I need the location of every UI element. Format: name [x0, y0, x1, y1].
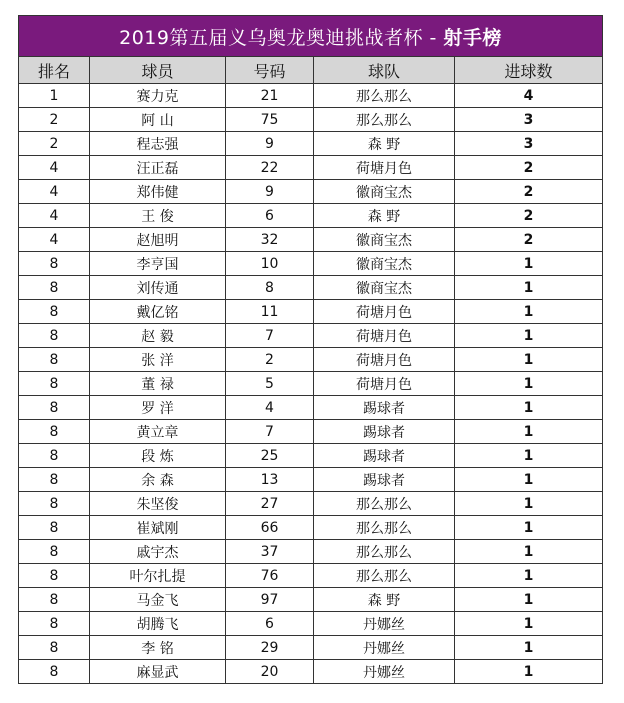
table-row	[19, 276, 603, 300]
team-cell: 荷塘月色	[314, 324, 455, 348]
table-row	[19, 252, 603, 276]
number-cell: 20	[226, 660, 314, 684]
rank-cell: 8	[19, 300, 90, 324]
goals-cell: 1	[455, 276, 603, 300]
player-cell: 董 禄	[90, 372, 226, 396]
number-cell: 9	[226, 180, 314, 204]
number-cell: 7	[226, 420, 314, 444]
table-row	[19, 540, 603, 564]
table-row	[19, 372, 603, 396]
rank-cell: 2	[19, 132, 90, 156]
number-cell: 27	[226, 492, 314, 516]
player-cell: 叶尔扎提	[90, 564, 226, 588]
table-row	[19, 444, 603, 468]
player-cell: 阿 山	[90, 108, 226, 132]
rank-cell: 8	[19, 660, 90, 684]
player-cell: 郑伟健	[90, 180, 226, 204]
team-cell: 荷塘月色	[314, 156, 455, 180]
player-cell: 戚宇杰	[90, 540, 226, 564]
number-cell: 6	[226, 204, 314, 228]
table-body	[19, 84, 603, 684]
team-cell: 丹娜丝	[314, 612, 455, 636]
player-cell: 朱坚俊	[90, 492, 226, 516]
player-cell: 余 森	[90, 468, 226, 492]
player-cell: 赛力克	[90, 84, 226, 108]
goals-cell: 1	[455, 324, 603, 348]
team-cell: 那么那么	[314, 564, 455, 588]
player-cell: 张 洋	[90, 348, 226, 372]
number-cell: 9	[226, 132, 314, 156]
number-cell: 5	[226, 372, 314, 396]
table-row	[19, 228, 603, 252]
scorers-table-container	[18, 15, 602, 684]
team-cell: 荷塘月色	[314, 348, 455, 372]
team-cell: 荷塘月色	[314, 300, 455, 324]
table-row	[19, 468, 603, 492]
number-cell: 66	[226, 516, 314, 540]
goals-cell: 1	[455, 492, 603, 516]
table-row	[19, 300, 603, 324]
rank-cell: 1	[19, 84, 90, 108]
table-row	[19, 660, 603, 684]
rank-cell: 8	[19, 420, 90, 444]
header-rank: 排名	[19, 57, 90, 84]
team-cell: 森 野	[314, 588, 455, 612]
player-cell: 崔斌刚	[90, 516, 226, 540]
rank-cell: 8	[19, 468, 90, 492]
goals-cell: 1	[455, 348, 603, 372]
team-cell: 踢球者	[314, 444, 455, 468]
player-cell: 李 铭	[90, 636, 226, 660]
rank-cell: 4	[19, 228, 90, 252]
goals-cell: 1	[455, 516, 603, 540]
rank-cell: 8	[19, 540, 90, 564]
table-row	[19, 516, 603, 540]
table-row	[19, 156, 603, 180]
number-cell: 11	[226, 300, 314, 324]
header-row	[19, 57, 603, 84]
goals-cell: 2	[455, 180, 603, 204]
player-cell: 段 炼	[90, 444, 226, 468]
team-cell: 那么那么	[314, 492, 455, 516]
header-number: 号码	[226, 57, 314, 84]
table-title	[19, 16, 603, 57]
team-cell: 那么那么	[314, 540, 455, 564]
header-goals: 进球数	[455, 57, 603, 84]
rank-cell: 8	[19, 636, 90, 660]
player-cell: 胡腾飞	[90, 612, 226, 636]
rank-cell: 8	[19, 588, 90, 612]
goals-cell: 1	[455, 420, 603, 444]
player-cell: 罗 洋	[90, 396, 226, 420]
header-team: 球队	[314, 57, 455, 84]
goals-cell: 1	[455, 636, 603, 660]
goals-cell: 1	[455, 444, 603, 468]
table-row	[19, 588, 603, 612]
table-row	[19, 612, 603, 636]
table-row	[19, 492, 603, 516]
table-row	[19, 132, 603, 156]
team-cell: 那么那么	[314, 84, 455, 108]
goals-cell: 2	[455, 156, 603, 180]
team-cell: 踢球者	[314, 420, 455, 444]
team-cell: 徽商宝杰	[314, 180, 455, 204]
title-emphasis: 射手榜	[443, 26, 502, 49]
goals-cell: 1	[455, 588, 603, 612]
goals-cell: 1	[455, 564, 603, 588]
rank-cell: 4	[19, 204, 90, 228]
table-row	[19, 420, 603, 444]
number-cell: 76	[226, 564, 314, 588]
player-cell: 汪正磊	[90, 156, 226, 180]
goals-cell: 4	[455, 84, 603, 108]
player-cell: 赵 毅	[90, 324, 226, 348]
rank-cell: 8	[19, 516, 90, 540]
rank-cell: 4	[19, 180, 90, 204]
number-cell: 29	[226, 636, 314, 660]
goals-cell: 1	[455, 372, 603, 396]
player-cell: 戴亿铭	[90, 300, 226, 324]
team-cell: 荷塘月色	[314, 372, 455, 396]
goals-cell: 1	[455, 252, 603, 276]
team-cell: 森 野	[314, 204, 455, 228]
number-cell: 4	[226, 396, 314, 420]
team-cell: 徽商宝杰	[314, 228, 455, 252]
rank-cell: 8	[19, 444, 90, 468]
number-cell: 75	[226, 108, 314, 132]
player-cell: 王 俊	[90, 204, 226, 228]
rank-cell: 8	[19, 492, 90, 516]
table-row	[19, 204, 603, 228]
rank-cell: 8	[19, 276, 90, 300]
rank-cell: 2	[19, 108, 90, 132]
table-row	[19, 84, 603, 108]
table-row	[19, 564, 603, 588]
number-cell: 7	[226, 324, 314, 348]
team-cell: 徽商宝杰	[314, 276, 455, 300]
number-cell: 37	[226, 540, 314, 564]
rank-cell: 8	[19, 324, 90, 348]
table-row	[19, 108, 603, 132]
table-row	[19, 636, 603, 660]
goals-cell: 3	[455, 108, 603, 132]
team-cell: 丹娜丝	[314, 636, 455, 660]
table-row	[19, 324, 603, 348]
top-scorers-table	[18, 15, 603, 684]
goals-cell: 3	[455, 132, 603, 156]
player-cell: 刘传通	[90, 276, 226, 300]
player-cell: 马金飞	[90, 588, 226, 612]
rank-cell: 8	[19, 396, 90, 420]
team-cell: 踢球者	[314, 468, 455, 492]
rank-cell: 8	[19, 348, 90, 372]
number-cell: 6	[226, 612, 314, 636]
player-cell: 李亨国	[90, 252, 226, 276]
number-cell: 13	[226, 468, 314, 492]
goals-cell: 1	[455, 660, 603, 684]
player-cell: 黄立章	[90, 420, 226, 444]
player-cell: 麻显武	[90, 660, 226, 684]
number-cell: 32	[226, 228, 314, 252]
number-cell: 10	[226, 252, 314, 276]
goals-cell: 1	[455, 396, 603, 420]
team-cell: 那么那么	[314, 108, 455, 132]
goals-cell: 2	[455, 228, 603, 252]
number-cell: 25	[226, 444, 314, 468]
rank-cell: 4	[19, 156, 90, 180]
team-cell: 丹娜丝	[314, 660, 455, 684]
rank-cell: 8	[19, 564, 90, 588]
header-player: 球员	[90, 57, 226, 84]
team-cell: 踢球者	[314, 396, 455, 420]
rank-cell: 8	[19, 612, 90, 636]
rank-cell: 8	[19, 372, 90, 396]
table-row	[19, 180, 603, 204]
number-cell: 97	[226, 588, 314, 612]
number-cell: 22	[226, 156, 314, 180]
number-cell: 8	[226, 276, 314, 300]
table-row	[19, 348, 603, 372]
number-cell: 2	[226, 348, 314, 372]
number-cell: 21	[226, 84, 314, 108]
goals-cell: 2	[455, 204, 603, 228]
team-cell: 那么那么	[314, 516, 455, 540]
player-cell: 程志强	[90, 132, 226, 156]
team-cell: 森 野	[314, 132, 455, 156]
player-cell: 赵旭明	[90, 228, 226, 252]
goals-cell: 1	[455, 612, 603, 636]
rank-cell: 8	[19, 252, 90, 276]
goals-cell: 1	[455, 300, 603, 324]
team-cell: 徽商宝杰	[314, 252, 455, 276]
table-row	[19, 396, 603, 420]
goals-cell: 1	[455, 540, 603, 564]
goals-cell: 1	[455, 468, 603, 492]
title-main: 2019第五届义乌奥龙奥迪挑战者杯 -	[119, 26, 437, 49]
